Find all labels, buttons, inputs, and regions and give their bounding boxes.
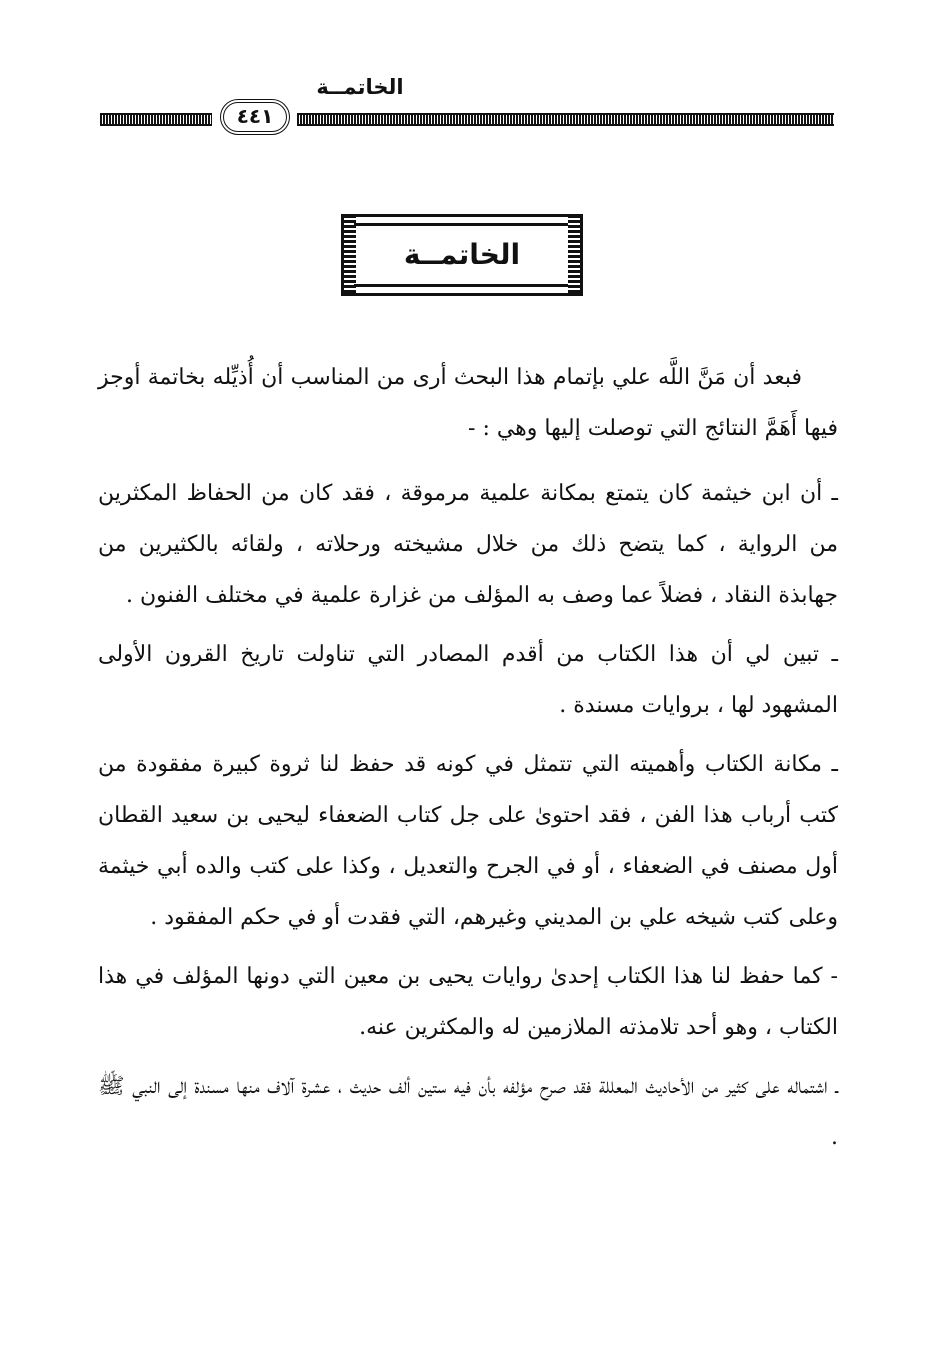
result-paragraph-2: ـ تبين لي أن هذا الكتاب من أقدم المصادر التي تناولت تاريخ القرون الأولى المشهود لها ، بروايات مسندة . [98,642,838,718]
intro-paragraph: فبعد أن مَنَّ اللَّه علي بإتمام هذا البحث أرى من المناسب أن أُذيِّله بخاتمة أوجز فيها أَهَمَّ النتائج التي توصلت إليها وهي : - [98,365,838,441]
result-paragraph-4: - كما حفظ لنا هذا الكتاب إحدىٰ روايات يحيى بن معين التي دونها المؤلف في هذا الكتاب ، وهو أحد تلامذته الملازمين له والمكثرين عنه. [98,964,838,1040]
running-title: الخاتمــة [316,75,404,99]
header-rule-left [100,113,212,126]
body-text [98,352,838,1171]
chapter-title-frame [341,214,583,296]
result-paragraph-1: ـ أن ابن خيثمة كان يتمتع بمكانة علمية مرموقة ، فقد كان من الحفاظ المكثرين من الرواية ، كما يتضح ذلك من خلال مشيخته ورحلاته ، ولقائه بالكثيرين من جهابذة النقاد ، فضلاً عما وصف به المؤلف من غزارة علمية في مختلف الفنون . [98,481,838,608]
chapter-title: الخاتمــة [403,238,521,271]
header-rule-right [297,113,834,126]
result-paragraph-5: ـ اشتماله على كثير من الأحاديث المعللة فقد صرح مؤلفه بأن فيه ستين ألف حديث ، عشرة آلاف منها مسندة إلى النبي ﷺ . [98,1074,838,1150]
result-paragraph-3: ـ مكانة الكتاب وأهميته التي تتمثل في كونه قد حفظ لنا ثروة كبيرة مفقودة من كتب أرباب هذا الفن ، فقد احتوىٰ على جل كتاب الضعفاء ليحيى بن سعيد القطان أول مصنف في الضعفاء ، أو في الجرح والتعديل ، وكذا على كتب والده أبي خيثمة وعلى كتب شيخه علي بن المديني وغيرهم، التي فقدت أو في حكم المفقود . [98,752,839,930]
page-number: ٤٤١ [220,99,290,135]
